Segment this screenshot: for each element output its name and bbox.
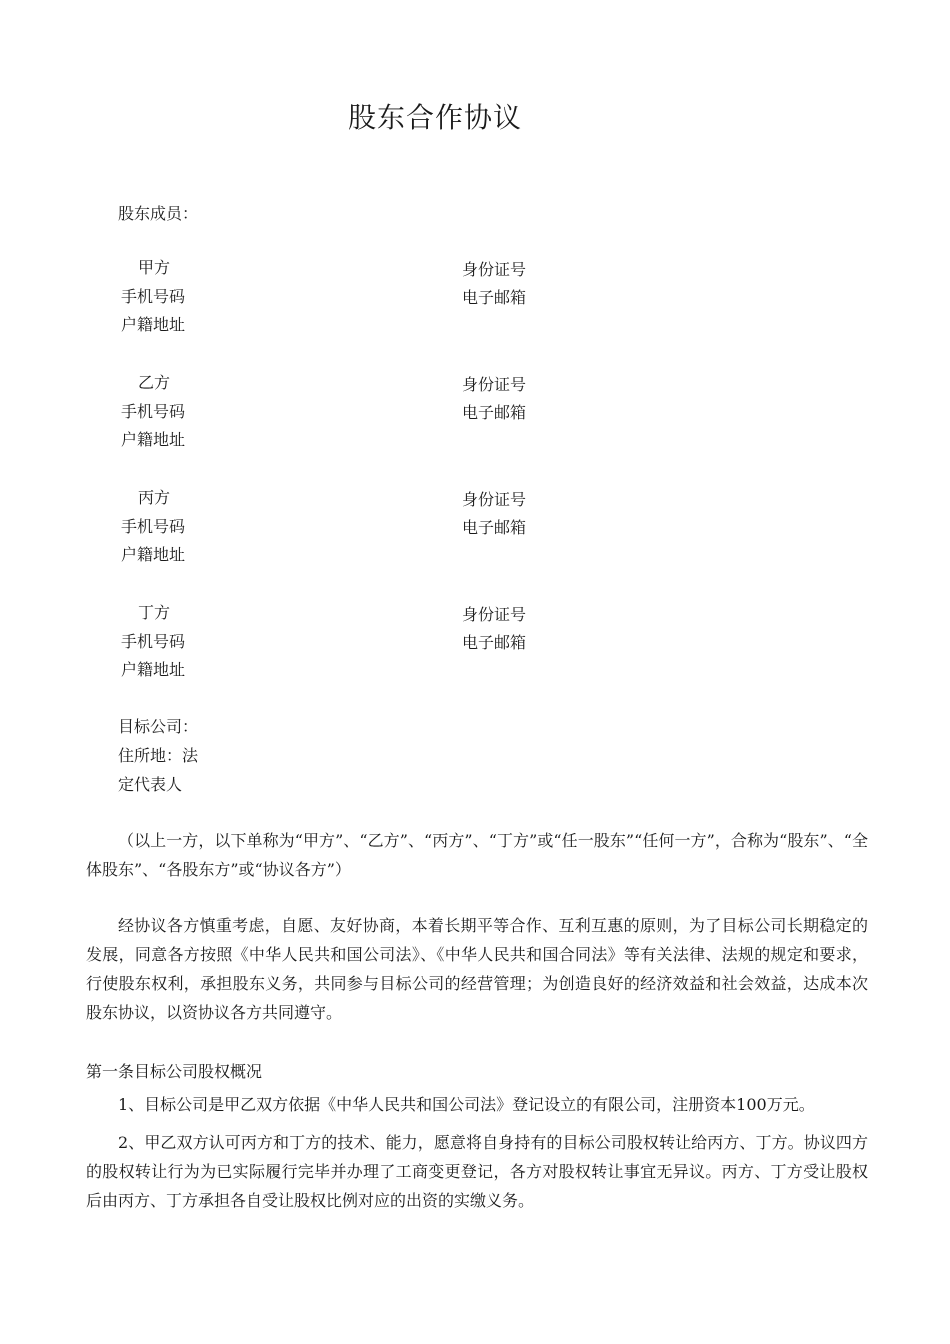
- party-id-label: 身份证号: [462, 605, 527, 624]
- article1-clause2: 2、甲乙双方认可丙方和丁方的技术、能力，愿意将自身持有的目标公司股权转让给丙方、丁方。协议四方的股权转让行为为已实际履行完毕并办理了工商变更登记，各方对股权转让事宜无异议。丙方、丁方受让股权后由丙方、丁方承担各自受让股权比例对应的出资的实缴义务。: [86, 1133, 868, 1210]
- party-name: 丙方: [138, 488, 171, 507]
- party-name: 丁方: [138, 603, 171, 622]
- target-legal-rep-label: 定代表人: [118, 775, 183, 794]
- party-phone-label: 手机号码: [121, 632, 186, 651]
- party-id-label: 身份证号: [462, 260, 527, 279]
- party-email-label: 电子邮箱: [462, 288, 527, 307]
- article1-heading: 第一条目标公司股权概况: [86, 1062, 263, 1081]
- preamble-paragraph: 经协议各方慎重考虑，自愿、友好协商，本着长期平等合作、互利互惠的原则，为了目标公司长期稳定的发展，同意各方按照《中华人民共和国公司法》、《中华人民共和国合同法》等有关法律、法规的规定和要求，行使股东权利，承担股东义务，共同参与目标公司的经营管理；为创造良好的经济效益和社会效益，达成本次股东协议，以资协议各方共同遵守。: [86, 916, 868, 1022]
- party-address-label: 户籍地址: [121, 545, 186, 564]
- party-name: 甲方: [138, 258, 171, 277]
- members-label: 股东成员：: [118, 204, 199, 223]
- party-id-label: 身份证号: [462, 490, 527, 509]
- target-company-label: 目标公司：: [118, 717, 199, 736]
- party-email-label: 电子邮箱: [462, 403, 527, 422]
- party-phone-label: 手机号码: [121, 517, 186, 536]
- party-email-label: 电子邮箱: [462, 633, 527, 652]
- party-id-label: 身份证号: [462, 375, 527, 394]
- party-name: 乙方: [138, 373, 171, 392]
- definitions-paragraph: （以上一方，以下单称为“甲方”、“乙方”、“丙方”、“丁方”或“任一股东”“任何一方”，合称为“股东”、“全体股东”、“各股东方”或“协议各方”）: [86, 831, 868, 879]
- party-email-label: 电子邮箱: [462, 518, 527, 537]
- party-address-label: 户籍地址: [121, 315, 186, 334]
- party-address-label: 户籍地址: [121, 430, 186, 449]
- party-phone-label: 手机号码: [121, 287, 186, 306]
- target-address-label: 住所地：法: [118, 746, 199, 765]
- article1-clause1: 1、目标公司是甲乙双方依据《中华人民共和国公司法》登记设立的有限公司，注册资本100万元。: [118, 1095, 815, 1114]
- party-phone-label: 手机号码: [121, 402, 186, 421]
- party-address-label: 户籍地址: [121, 660, 186, 679]
- document-title: 股东合作协议: [347, 101, 522, 134]
